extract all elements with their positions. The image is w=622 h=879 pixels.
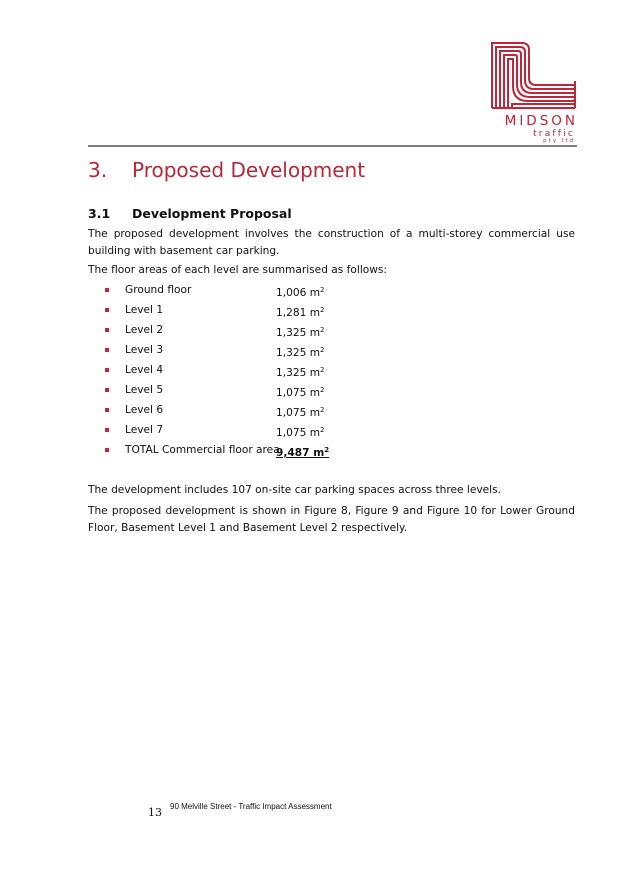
bullet-icon: [105, 368, 109, 372]
floor-label: Ground floor: [125, 284, 192, 296]
floor-label: Level 5: [125, 384, 164, 396]
list-item: [88, 382, 488, 402]
bullet-icon: [105, 388, 109, 392]
floor-area-value: 1,075 $m^2$: [276, 386, 325, 399]
midson-logo-mark-icon: [489, 40, 577, 110]
list-item: [88, 342, 488, 362]
floor-label: Level 1: [125, 304, 164, 316]
bullet-icon: [105, 328, 109, 332]
bullet-icon: [105, 408, 109, 412]
list-item: [88, 402, 488, 422]
total-label: TOTAL Commercial floor area: [125, 444, 280, 456]
subsection-title: Development Proposal: [132, 206, 292, 221]
bullet-icon: [105, 288, 109, 292]
floor-label: Level 4: [125, 364, 164, 376]
bullet-icon: [105, 428, 109, 432]
list-item: [88, 362, 488, 382]
floor-area-value: 1,075 $m^2$: [276, 406, 325, 419]
list-item-total: [88, 442, 488, 462]
footer-document-title: 90 Melville Street - Traffic Impact Assessment: [170, 802, 332, 811]
floor-label: Level 2: [125, 324, 164, 336]
floor-area-value: 1,325 $m^2$: [276, 366, 325, 379]
bullet-icon: [105, 348, 109, 352]
brand-tagline: traffic: [533, 129, 575, 139]
intro-paragraph: The proposed development involves the construction of a multi-storey commercial use building with basement car parking.: [88, 228, 575, 257]
brand-legal-suffix: pty ltd: [543, 138, 575, 144]
list-item: [88, 322, 488, 342]
company-logo: [486, 40, 578, 148]
list-item: [88, 422, 488, 442]
section-number: 3.: [88, 158, 108, 182]
total-area-value: 9,487 $m^2$: [276, 446, 330, 459]
header-divider: [88, 145, 577, 147]
parking-paragraph: The development includes 107 on-site car parking spaces across three levels.: [88, 484, 501, 496]
section-title: Proposed Development: [132, 158, 366, 182]
floor-label: Level 7: [125, 424, 164, 436]
bullet-icon: [105, 308, 109, 312]
floor-label: Level 3: [125, 344, 164, 356]
floor-area-list: [88, 282, 488, 462]
floor-area-value: 1,281 $m^2$: [276, 306, 325, 319]
subsection-number: 3.1: [88, 206, 111, 221]
page-number: 13: [148, 806, 162, 819]
floor-area-value: 1,006 $m^2$: [276, 286, 325, 299]
figures-paragraph: The proposed development is shown in Figure 8, Figure 9 and Figure 10 for Lower Ground Floor, Basement Level 1 and Basement Level 2 respectively.: [88, 505, 575, 534]
floor-label: Level 6: [125, 404, 164, 416]
list-item: [88, 302, 488, 322]
areas-intro-paragraph: The floor areas of each level are summarised as follows:: [88, 264, 387, 276]
floor-area-value: 1,325 $m^2$: [276, 326, 325, 339]
floor-area-value: 1,075 $m^2$: [276, 426, 325, 439]
floor-area-value: 1,325 $m^2$: [276, 346, 325, 359]
section-heading: [88, 158, 365, 182]
subsection-heading: [88, 206, 292, 221]
list-item: [88, 282, 488, 302]
brand-name: MIDSON: [504, 113, 578, 129]
bullet-icon: [105, 448, 109, 452]
